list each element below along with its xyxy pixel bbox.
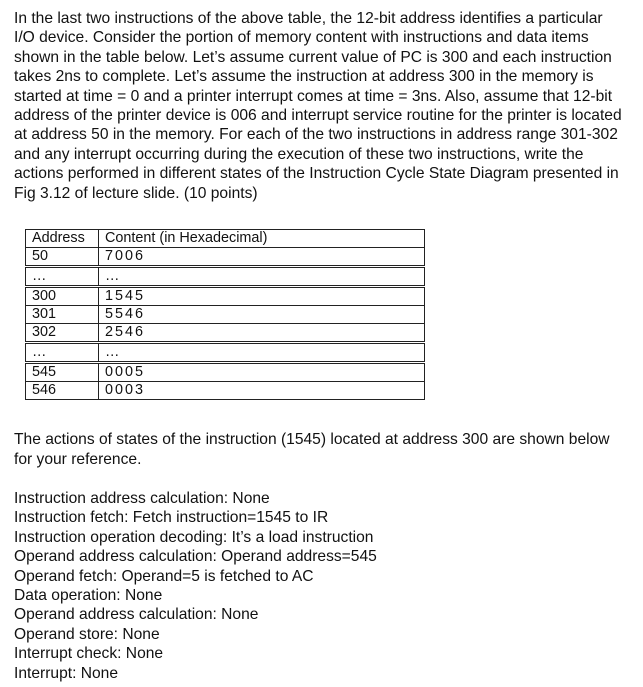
address-cell: 300 — [26, 287, 99, 306]
list-item: Operand address calculation: Operand address=545 — [14, 548, 377, 566]
question-line: takes 2ns to complete. Let’s assume the instruction at address 300 in the memory is — [14, 68, 594, 86]
table-row — [26, 363, 425, 382]
question-paragraph — [14, 9, 630, 203]
question-line: In the last two instructions of the above table, the 12-bit address identifies a particular — [14, 10, 603, 27]
question-line: shown in the table below. Let’s assume current value of PC is 300 and each instruction — [14, 48, 612, 66]
list-item: Instruction fetch: Fetch instruction=1545 to IR — [14, 509, 329, 527]
reference-actions-list — [14, 489, 630, 683]
table-row — [26, 343, 425, 363]
address-cell: 545 — [26, 363, 99, 382]
question-line: address of the printer device is 006 and interrupt service routine for the printer is located — [14, 107, 622, 125]
content-cell: 2546 — [99, 324, 425, 343]
table-row — [26, 324, 425, 343]
address-cell: 50 — [26, 248, 99, 267]
list-item: Operand address calculation: None — [14, 606, 259, 624]
table-row — [26, 287, 425, 306]
address-column-header: Address — [26, 230, 99, 248]
address-cell: 302 — [26, 324, 99, 343]
content-cell: 1545 — [99, 287, 425, 306]
table-row — [26, 306, 425, 324]
question-line: started at time = 0 and a printer interrupt comes at time = 3ns. Also, assume that 12-bit — [14, 87, 613, 105]
list-item: Operand store: None — [14, 625, 160, 643]
reference-intro — [14, 430, 630, 470]
question-line: and any interrupt occurring during the execution of these two instructions, write the — [14, 145, 584, 163]
content-column-header: Content (in Hexadecimal) — [99, 230, 425, 248]
list-item: Operand fetch: Operand=5 is fetched to AC — [14, 567, 314, 585]
intro-line: The actions of states of the instruction (1545) located at address 300 are shown below — [14, 431, 610, 448]
list-item: Interrupt: None — [14, 664, 119, 682]
question-line: I/O device. Consider the portion of memory content with instructions and data items — [14, 29, 589, 47]
list-item: Interrupt check: None — [14, 645, 164, 663]
question-line: Fig 3.12 of lecture slide. (10 points) — [14, 184, 258, 202]
content-cell: 0003 — [99, 382, 425, 400]
content-cell: 0005 — [99, 363, 425, 382]
list-item: Instruction operation decoding: It’s a load instruction — [14, 528, 374, 546]
content-cell: 5546 — [99, 306, 425, 324]
intro-line: for your reference. — [14, 451, 142, 468]
list-item: Instruction address calculation: None — [14, 490, 270, 507]
memory-table — [25, 229, 425, 400]
table-row — [26, 382, 425, 400]
table-row — [26, 248, 425, 267]
address-cell: 546 — [26, 382, 99, 400]
address-cell: … — [26, 267, 99, 287]
address-cell: 301 — [26, 306, 99, 324]
question-line: at address 50 in the memory. For each of the two instructions in address range 301-302 — [14, 126, 618, 144]
question-line: actions performed in different states of the Instruction Cycle State Diagram presented in — [14, 165, 619, 183]
address-cell: … — [26, 343, 99, 363]
table-row — [26, 267, 425, 287]
content-cell: … — [99, 343, 425, 363]
list-item: Data operation: None — [14, 587, 163, 605]
table-header-row — [26, 230, 425, 248]
content-cell: 7006 — [99, 248, 425, 267]
content-cell: … — [99, 267, 425, 287]
